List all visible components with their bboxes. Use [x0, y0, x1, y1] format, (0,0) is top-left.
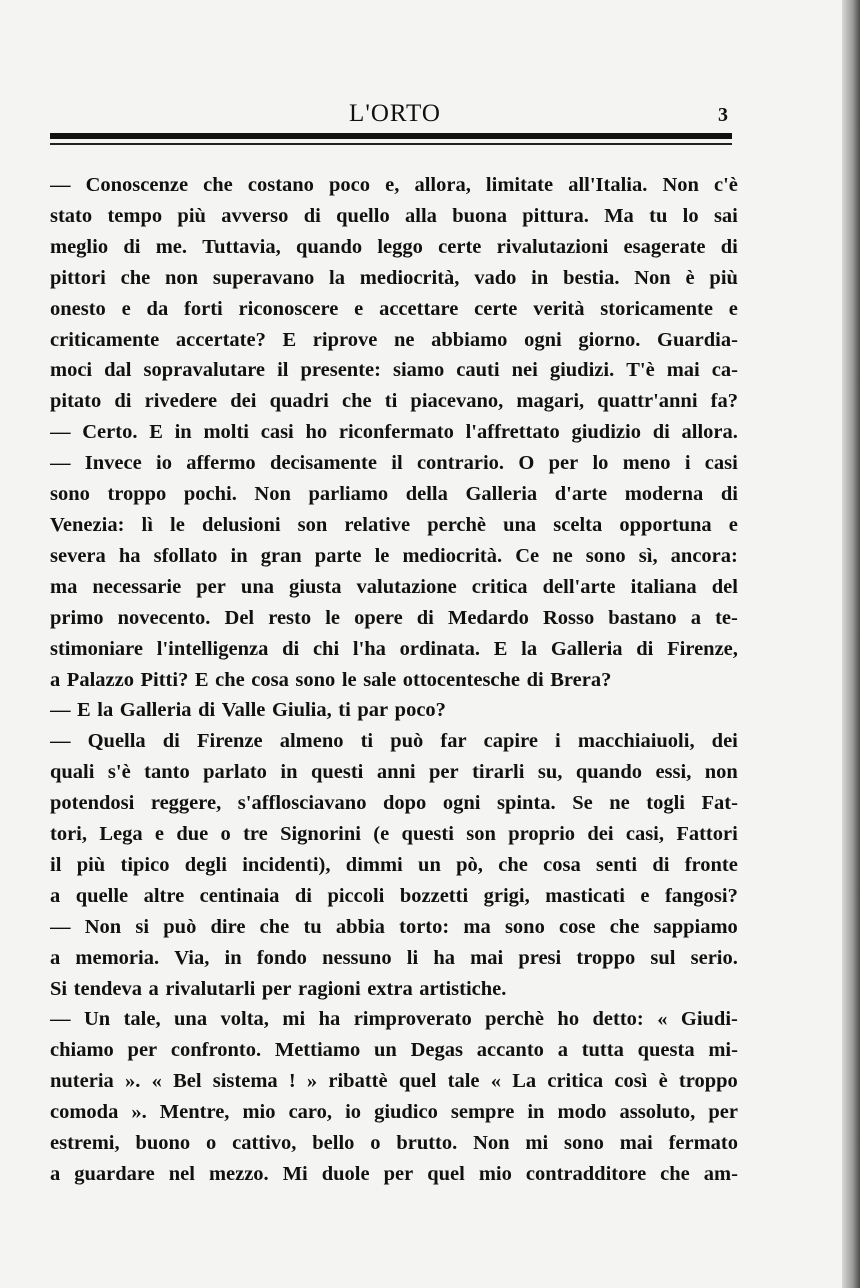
text-line: — Un tale, una volta, mi ha rimproverato perchè ho detto: « Giudi-	[50, 1008, 738, 1031]
text-line: ma necessarie per una giusta valutazione critica dell'arte italiana del	[50, 575, 738, 598]
text-line: a quelle altre centinaia di piccoli bozzetti grigi, masticati e fangosi?	[50, 884, 738, 907]
text-line: moci dal sopravalutare il presente: siamo cauti nei giudizi. T'è mai ca-	[50, 359, 738, 382]
text-line: sono troppo pochi. Non parliamo della Galleria d'arte moderna di	[50, 483, 738, 506]
text-line: a guardare nel mezzo. Mi duole per quel mio contradditore che am-	[50, 1163, 738, 1185]
running-title: L'ORTO	[349, 100, 441, 127]
text-line: potendosi reggere, s'afflosciavano dopo ogni spinta. Se ne togli Fat-	[50, 792, 738, 815]
text-line: estremi, buono o cattivo, bello o brutto. Non mi sono mai fermato	[50, 1132, 738, 1155]
text-line: — Quella di Firenze almeno ti può far capire i macchiaiuoli, dei	[50, 730, 738, 753]
text-line: nuteria ». « Bel sistema ! » ribattè quel tale « La critica così è troppo	[50, 1070, 738, 1093]
text-line: chiamo per confronto. Mettiamo un Degas accanto a tutta questa mi-	[50, 1039, 738, 1062]
text-line: il più tipico degli incidenti), dimmi un pò, che cosa senti di fronte	[50, 853, 738, 876]
page-edge-shadow	[842, 0, 860, 1288]
text-line: — Invece io affermo decisamente il contrario. O per lo meno i casi	[50, 452, 738, 475]
text-line: — Certo. E in molti casi ho riconfermato l'affrettato giudizio di allora.	[50, 421, 738, 444]
text-line: meglio di me. Tuttavia, quando leggo certe rivalutazioni esagerate di	[50, 235, 738, 258]
text-line: pitato di rivedere dei quadri che ti piacevano, magari, quattr'anni fa?	[50, 390, 738, 413]
text-line: a memoria. Via, in fondo nessuno li ha mai presi troppo sul serio.	[50, 946, 738, 969]
text-line: onesto e da forti riconoscere e accettare certe verità storicamente e	[50, 297, 738, 320]
text-line: stato tempo più avverso di quello alla buona pittura. Ma tu lo sai	[50, 204, 738, 227]
page-header	[50, 100, 740, 130]
text-line: Venezia: lì le delusioni son relative perchè una scelta opportuna e	[50, 513, 738, 536]
text-line: — E la Galleria di Valle Giulia, ti par poco?	[50, 699, 446, 722]
page-number: 3	[718, 104, 728, 126]
header-rule-thin	[50, 143, 732, 145]
text-line: Si tendeva a rivalutarli per ragioni extra artistiche.	[50, 977, 507, 1000]
text-line: comoda ». Mentre, mio caro, io giudico sempre in modo assoluto, per	[50, 1101, 738, 1124]
text-line: quali s'è tanto parlato in questi anni per tirarli su, quando essi, non	[50, 761, 738, 784]
text-line: primo novecento. Del resto le opere di Medardo Rosso bastano a te-	[50, 606, 738, 629]
text-line: tori, Lega e due o tre Signorini (e questi son proprio dei casi, Fattori	[50, 823, 738, 846]
text-line: criticamente accertate? E riprove ne abbiamo ogni giorno. Guardia-	[50, 328, 738, 351]
text-line: stimoniare l'intelligenza di chi l'ha ordinata. E la Galleria di Firenze,	[50, 637, 738, 660]
text-line: severa ha sfollato in gran parte le mediocrità. Ce ne sono sì, ancora:	[50, 544, 738, 567]
text-line: — Conoscenze che costano poco e, allora, limitate all'Italia. Non c'è	[50, 174, 738, 196]
header-rule-thick	[50, 133, 732, 139]
body-text	[50, 170, 738, 1190]
text-line: pittori che non superavano la mediocrità, vado in bestia. Non è più	[50, 266, 738, 289]
text-line: a Palazzo Pitti? E che cosa sono le sale ottocentesche di Brera?	[50, 668, 612, 691]
text-line: — Non si può dire che tu abbia torto: ma sono cose che sappiamo	[50, 915, 738, 938]
